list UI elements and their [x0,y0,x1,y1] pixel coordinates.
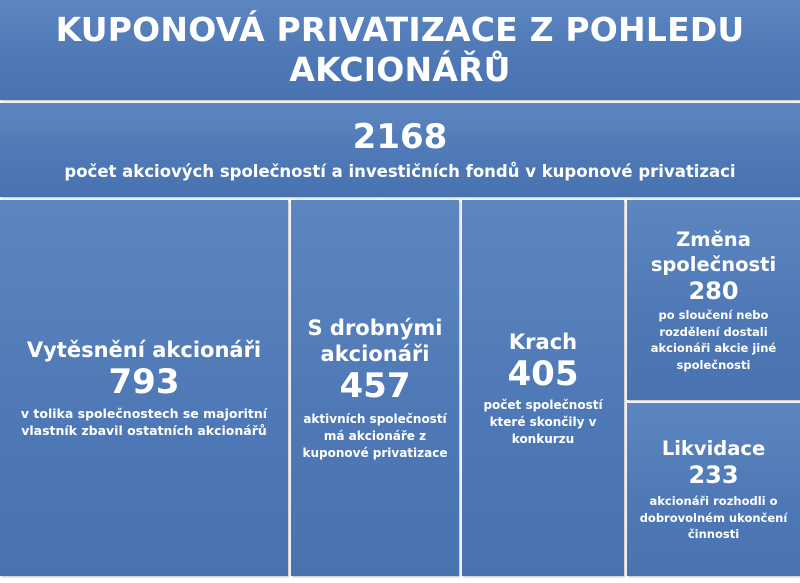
category-label: Krach [508,329,578,354]
category-label: Likvidace [661,437,766,461]
category-description: v tolika společnostech se majoritní vlastník zbavil ostatních akcionářů [20,406,268,438]
category-value: 233 [688,461,739,490]
infographic-title: KUPONOVÁ PRIVATIZACE Z POHLEDU AKCIONÁŘŮ [55,10,745,89]
category-value: 457 [339,365,411,406]
total-value: 2168 [352,117,448,157]
category-label: S drobnými akcionáři [307,315,443,366]
category-liquidation [627,403,800,576]
total-description: počet akciových společností a investičních fondů v kuponové privatizaci [64,162,736,181]
title-panel [0,0,800,100]
category-value: 405 [507,353,579,394]
category-bankruptcy [462,200,624,576]
total-panel [0,103,800,197]
category-value: 793 [108,362,180,402]
category-label: Vytěsnění akcionáři [26,338,262,362]
category-description: po sloučení nebo rozdělení dostali akcionáři akcie jiné společnosti [650,308,777,372]
category-small-shareholders [291,200,459,576]
category-label: Změna společnosti [650,228,777,276]
category-description: akcionáři rozhodli o dobrovolném ukončení činnosti [639,494,788,542]
category-description: aktivních společností má akcionáře z kuponové privatizace [302,411,448,460]
category-squeezed-out-shareholders [0,200,288,576]
category-company-change [627,200,800,400]
category-value: 280 [688,277,739,305]
category-description: počet společností které skončily v konkurzu [483,397,603,446]
